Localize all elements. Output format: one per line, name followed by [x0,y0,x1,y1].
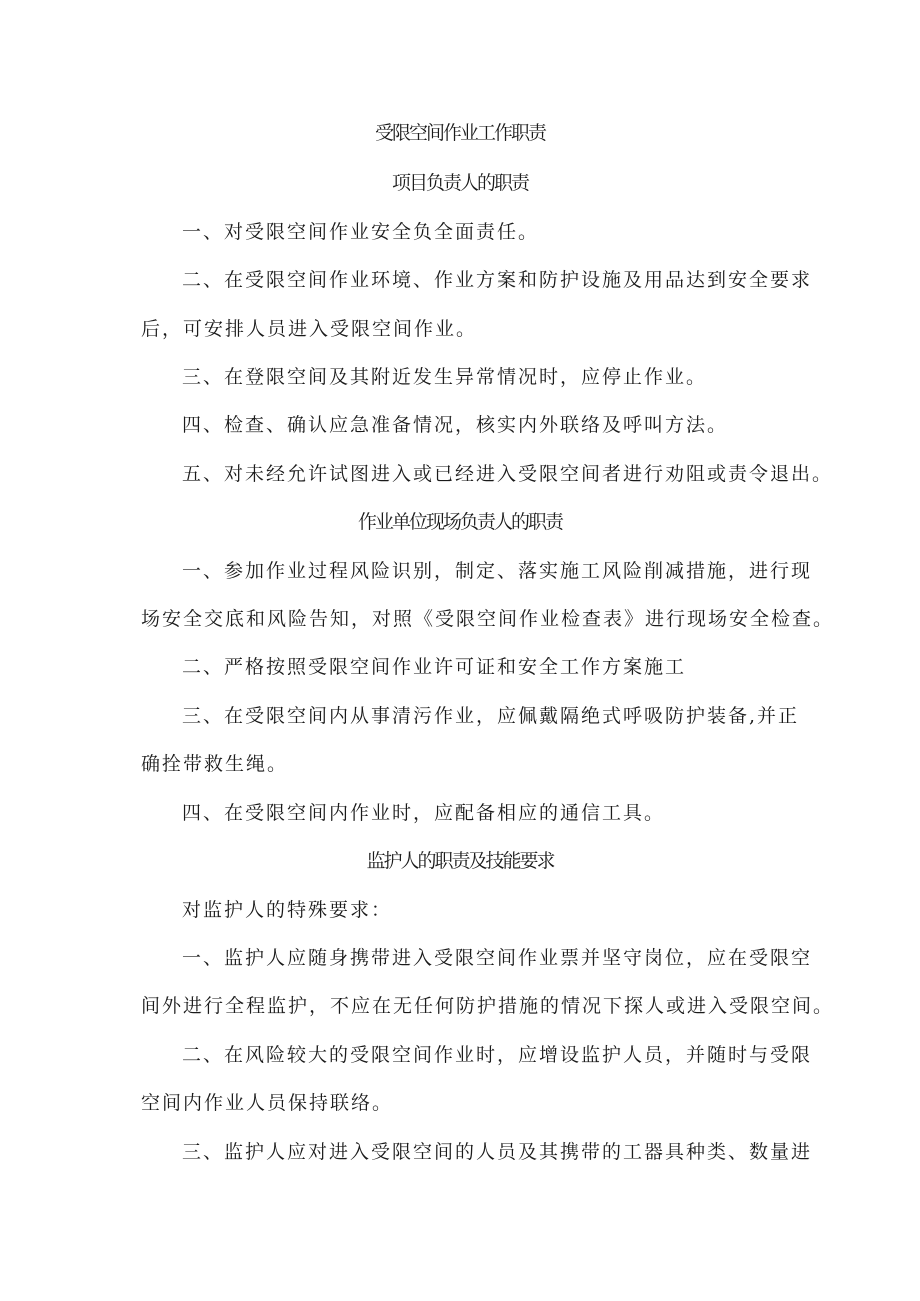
paragraph-line: 一、对受限空间作业安全负全面责任。 [182,221,540,243]
paragraph-line: 二、在受限空间作业环境、作业方案和防护设施及用品达到安全要求 [182,269,813,291]
section-heading: 作业单位现场负责人的职责 [357,511,562,533]
paragraph-line: 一、参加作业过程风险识别，制定、落实施工风险削减措施，进行现 [182,560,813,582]
paragraph-line: 三、监护人应对进入受限空间的人员及其携带的工器具种类、数量进 [182,1141,813,1163]
paragraph-line: 一、监护人应随身携带进入受限空间作业票并坚守岗位，应在受限空 [182,947,813,969]
document-title: 受限空间作业工作职责 [374,122,545,144]
paragraph-line: 四、检查、确认应急准备情况，核实内外联络及呼叫方法。 [182,414,729,436]
paragraph-line: 二、严格按照受限空间作业许可证和安全工作方案施工 [182,656,687,678]
paragraph-line: 空间内作业人员保持联络。 [141,1092,394,1114]
paragraph-line: 四、在受限空间内作业时，应配备相应的通信工具。 [182,802,666,824]
paragraph-line: 对监护人的特殊要求： [182,899,393,921]
paragraph-line: 五、对未经允许试图进入或已经进入受限空间者进行劝阻或责令退出。 [182,463,834,485]
paragraph-line: 三、在受限空间内从事清污作业，应佩戴隔绝式呼吸防护装备,并正 [182,705,800,727]
section-heading: 项目负责人的职责 [391,172,528,194]
paragraph-line: 确拴带救生绳。 [141,753,289,775]
section-heading: 监护人的职责及技能要求 [366,850,554,872]
paragraph-line: 二、在风险较大的受限空间作业时，应增设监护人员，并随时与受限 [182,1044,813,1066]
paragraph-line: 场安全交底和风险告知，对照《受限空间作业检查表》进行现场安全检查。 [141,608,835,630]
paragraph-line: 后，可安排人员进入受限空间作业。 [141,318,478,340]
paragraph-line: 间外进行全程监护，不应在无任何防护措施的情况下探人或进入受限空间。 [141,995,835,1017]
paragraph-line: 三、在登限空间及其附近发生异常情况时，应停止作业。 [182,366,708,388]
